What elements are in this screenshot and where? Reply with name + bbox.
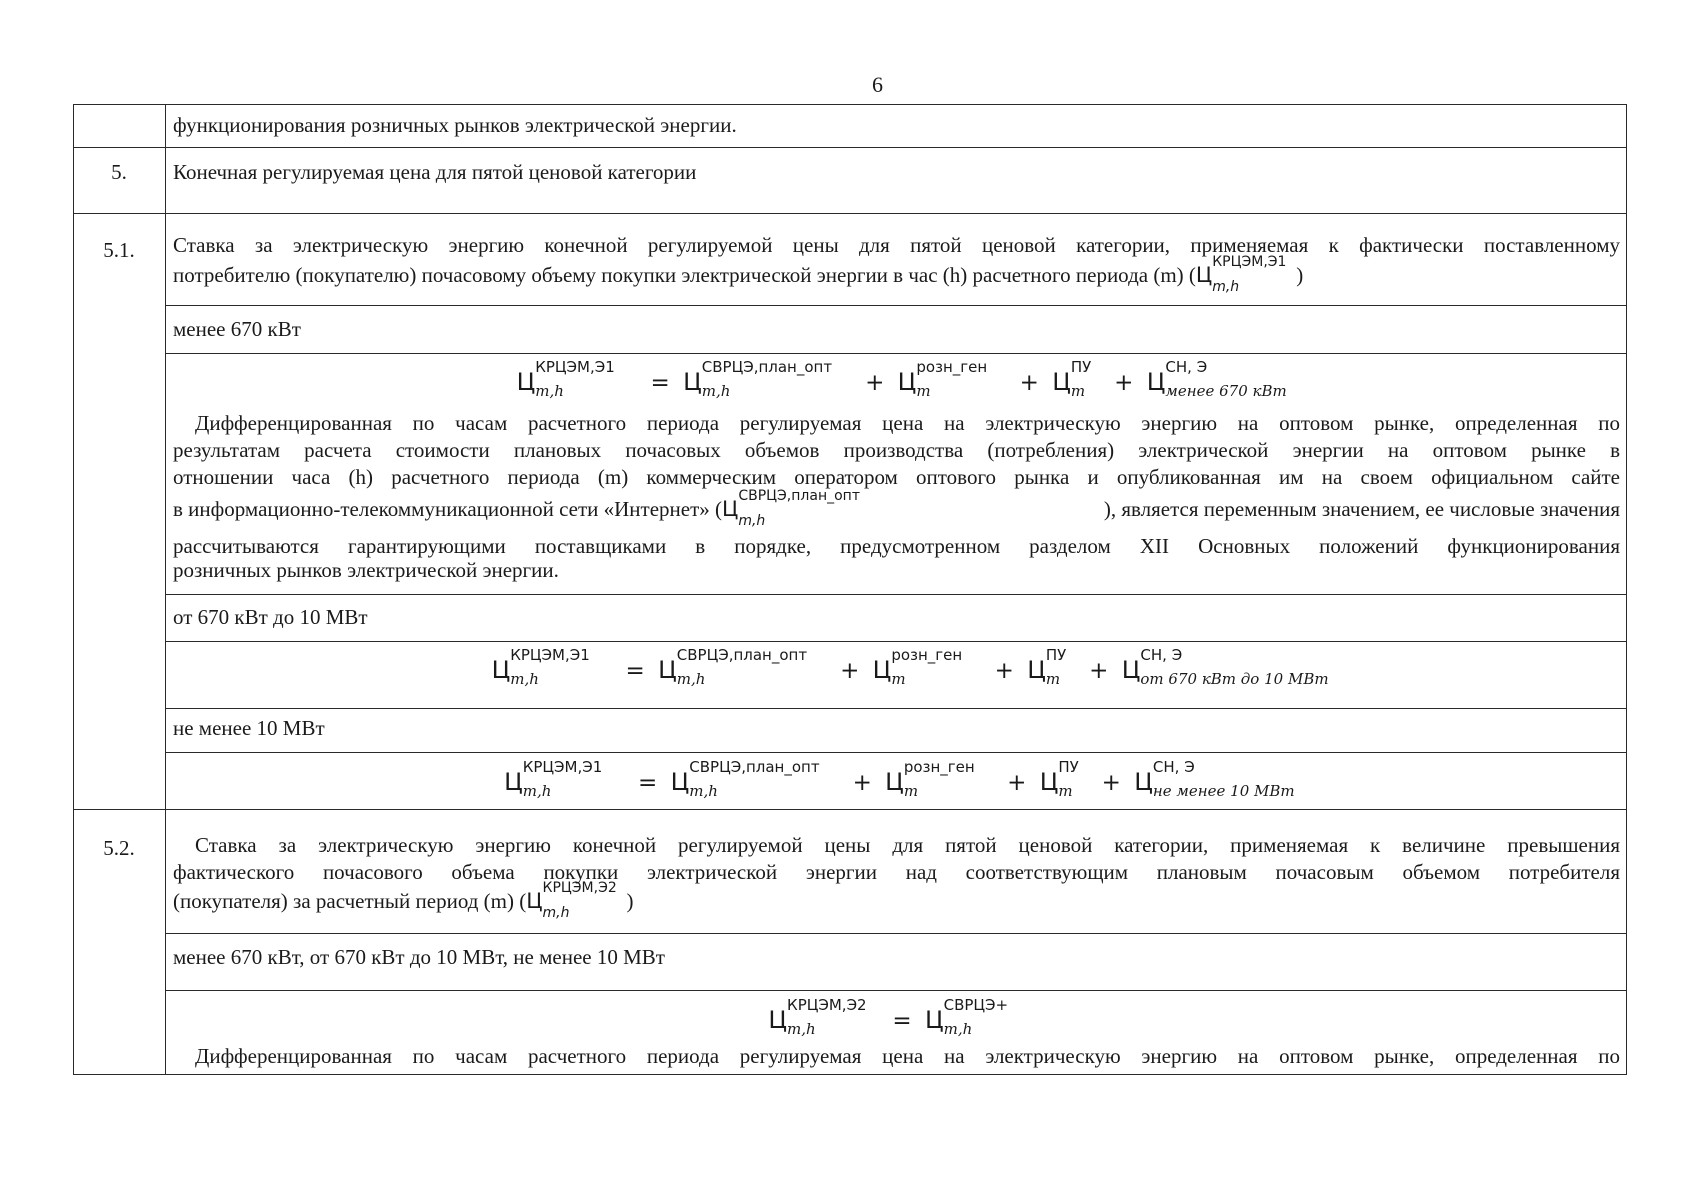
description-line: Дифференцированная по часам расчетного периода регулируемая цена на электрическую энергию на оптовом рынке, определенная по <box>195 411 1620 435</box>
band-label-less-670kw: менее 670 кВт <box>173 317 301 341</box>
row-5-1-number: 5.1. <box>103 238 135 262</box>
row-divider <box>165 641 1627 642</box>
formula-term: Ц СН, Э от 670 кВт до 10 МВт <box>1121 646 1329 688</box>
price-symbol: Ц СВРЦЭ,план_опт m,h <box>722 488 860 529</box>
row-divider <box>165 752 1627 753</box>
row-divider <box>165 594 1627 595</box>
formula-term: Ц ПУ m <box>1052 358 1092 400</box>
row-divider <box>73 213 1627 214</box>
formula-term: Ц ПУ m <box>1027 646 1067 688</box>
formula-overrun: Ц КРЦЭМ,Э2 m,h = Ц СВРЦЭ+ m,h <box>768 996 1009 1038</box>
row-5-2-title-line2: фактического почасового объема покупки электрической энергии над соответствующим плановым почасовым объемом потребителя <box>173 860 1620 884</box>
row-5-2-title-line3: (покупателя) за расчетный период (m) (Ц КРЦЭМ,Э2 m,h ) <box>173 880 634 921</box>
row-5-title: Конечная регулируемая цена для пятой ценовой категории <box>173 160 697 184</box>
description-line: результатам расчета стоимости плановых почасовых объемов производства (потребления) электрической энергии на оптовом рынке в <box>173 438 1620 462</box>
formula-not-less-10mw: Ц КРЦЭМ,Э1 m,h = Ц СВРЦЭ,план_опт m,h + Ц розн_ген m + Ц ПУ m + Ц СН, Э не менее 10 МВт <box>504 758 1295 800</box>
formula-term: Ц СН, Э не менее 10 МВт <box>1134 758 1295 800</box>
row-5-2-description: Дифференцированная по часам расчетного периода регулируемая цена на электрическую энергию на оптовом рынке, определенная по <box>195 1044 1620 1068</box>
price-symbol: Ц КРЦЭМ,Э2 m,h <box>526 880 617 921</box>
formula-term: Ц СВРЦЭ,план_опт m,h <box>670 758 820 800</box>
row-5-1-title-line1: Ставка за электрическую энергию конечной регулируемой цены для пятой ценовой категории, применяемая к фактически поставленному <box>173 233 1620 257</box>
row-5-2-title-line1: Ставка за электрическую энергию конечной регулируемой цены для пятой ценовой категории, применяемая к величине превышения <box>195 833 1620 857</box>
formula-lhs: Ц КРЦЭМ,Э1 m,h <box>516 358 615 400</box>
band-label-670kw-10mw: от 670 кВт до 10 МВт <box>173 605 368 629</box>
row-divider <box>165 708 1627 709</box>
description-line: в информационно-телекоммуникационной сети «Интернет» (Ц СВРЦЭ,план_опт m,h ), является переменным значением, ее числовые значения <box>173 488 1620 529</box>
row-divider <box>73 809 1627 810</box>
band-label-all: менее 670 кВт, от 670 кВт до 10 МВт, не менее 10 МВт <box>173 945 665 969</box>
formula-term: Ц розн_ген m <box>872 646 963 688</box>
formula-lhs: Ц КРЦЭМ,Э2 m,h <box>768 996 867 1038</box>
row-divider <box>165 933 1627 934</box>
formula-less-670kw: Ц КРЦЭМ,Э1 m,h = Ц СВРЦЭ,план_опт m,h + Ц розн_ген m + Ц ПУ m + Ц СН, Э менее 670 кВт <box>516 358 1287 400</box>
row-divider <box>165 990 1627 991</box>
formula-term: Ц СВРЦЭ,план_опт m,h <box>658 646 808 688</box>
formula-lhs: Ц КРЦЭМ,Э1 m,h <box>504 758 603 800</box>
row-5-1-title-line2: потребителю (покупателю) почасовому объему покупки электрической энергии в час (h) расчетного периода (m) (Ц КРЦЭМ,Э1 m,h ) <box>173 254 1304 295</box>
formula-term: Ц розн_ген m <box>897 358 988 400</box>
row-5-number: 5. <box>111 160 127 184</box>
row-5-1-title-text: потребителю (покупателю) почасовому объему покупки электрической энергии в час (h) расчетного периода (m) ( <box>173 263 1196 287</box>
page-number: 6 <box>872 72 883 97</box>
row-divider <box>73 147 1627 148</box>
price-symbol: Ц КРЦЭМ,Э1 m,h <box>1195 254 1287 295</box>
formula-670kw-10mw: Ц КРЦЭМ,Э1 m,h = Ц СВРЦЭ,план_опт m,h + Ц розн_ген m + Ц ПУ m + Ц СН, Э от 670 кВт до 10 МВт <box>491 646 1329 688</box>
row-divider <box>165 305 1627 306</box>
formula-term: Ц СВРЦЭ,план_опт m,h <box>683 358 833 400</box>
description-line: рассчитываются гарантирующими поставщиками в порядке, предусмотренном разделом XII Основных положений функционирования <box>173 534 1620 558</box>
formula-term: Ц СН, Э менее 670 кВт <box>1146 358 1287 400</box>
description-line: отношении часа (h) расчетного периода (m) коммерческим оператором оптового рынка и опубликованная им на своем официальном сайте <box>173 465 1620 489</box>
formula-lhs: Ц КРЦЭМ,Э1 m,h <box>491 646 590 688</box>
row-intro-text: функционирования розничных рынков электрической энергии. <box>173 113 737 137</box>
row-5-2-number: 5.2. <box>103 836 135 860</box>
column-divider <box>165 104 166 1075</box>
description-line: розничных рынков электрической энергии. <box>173 558 559 582</box>
band-label-not-less-10mw: не менее 10 МВт <box>173 716 325 740</box>
row-divider <box>165 353 1627 354</box>
formula-term: Ц ПУ m <box>1039 758 1079 800</box>
formula-term: Ц СВРЦЭ+ m,h <box>924 996 1009 1038</box>
formula-term: Ц розн_ген m <box>885 758 975 800</box>
